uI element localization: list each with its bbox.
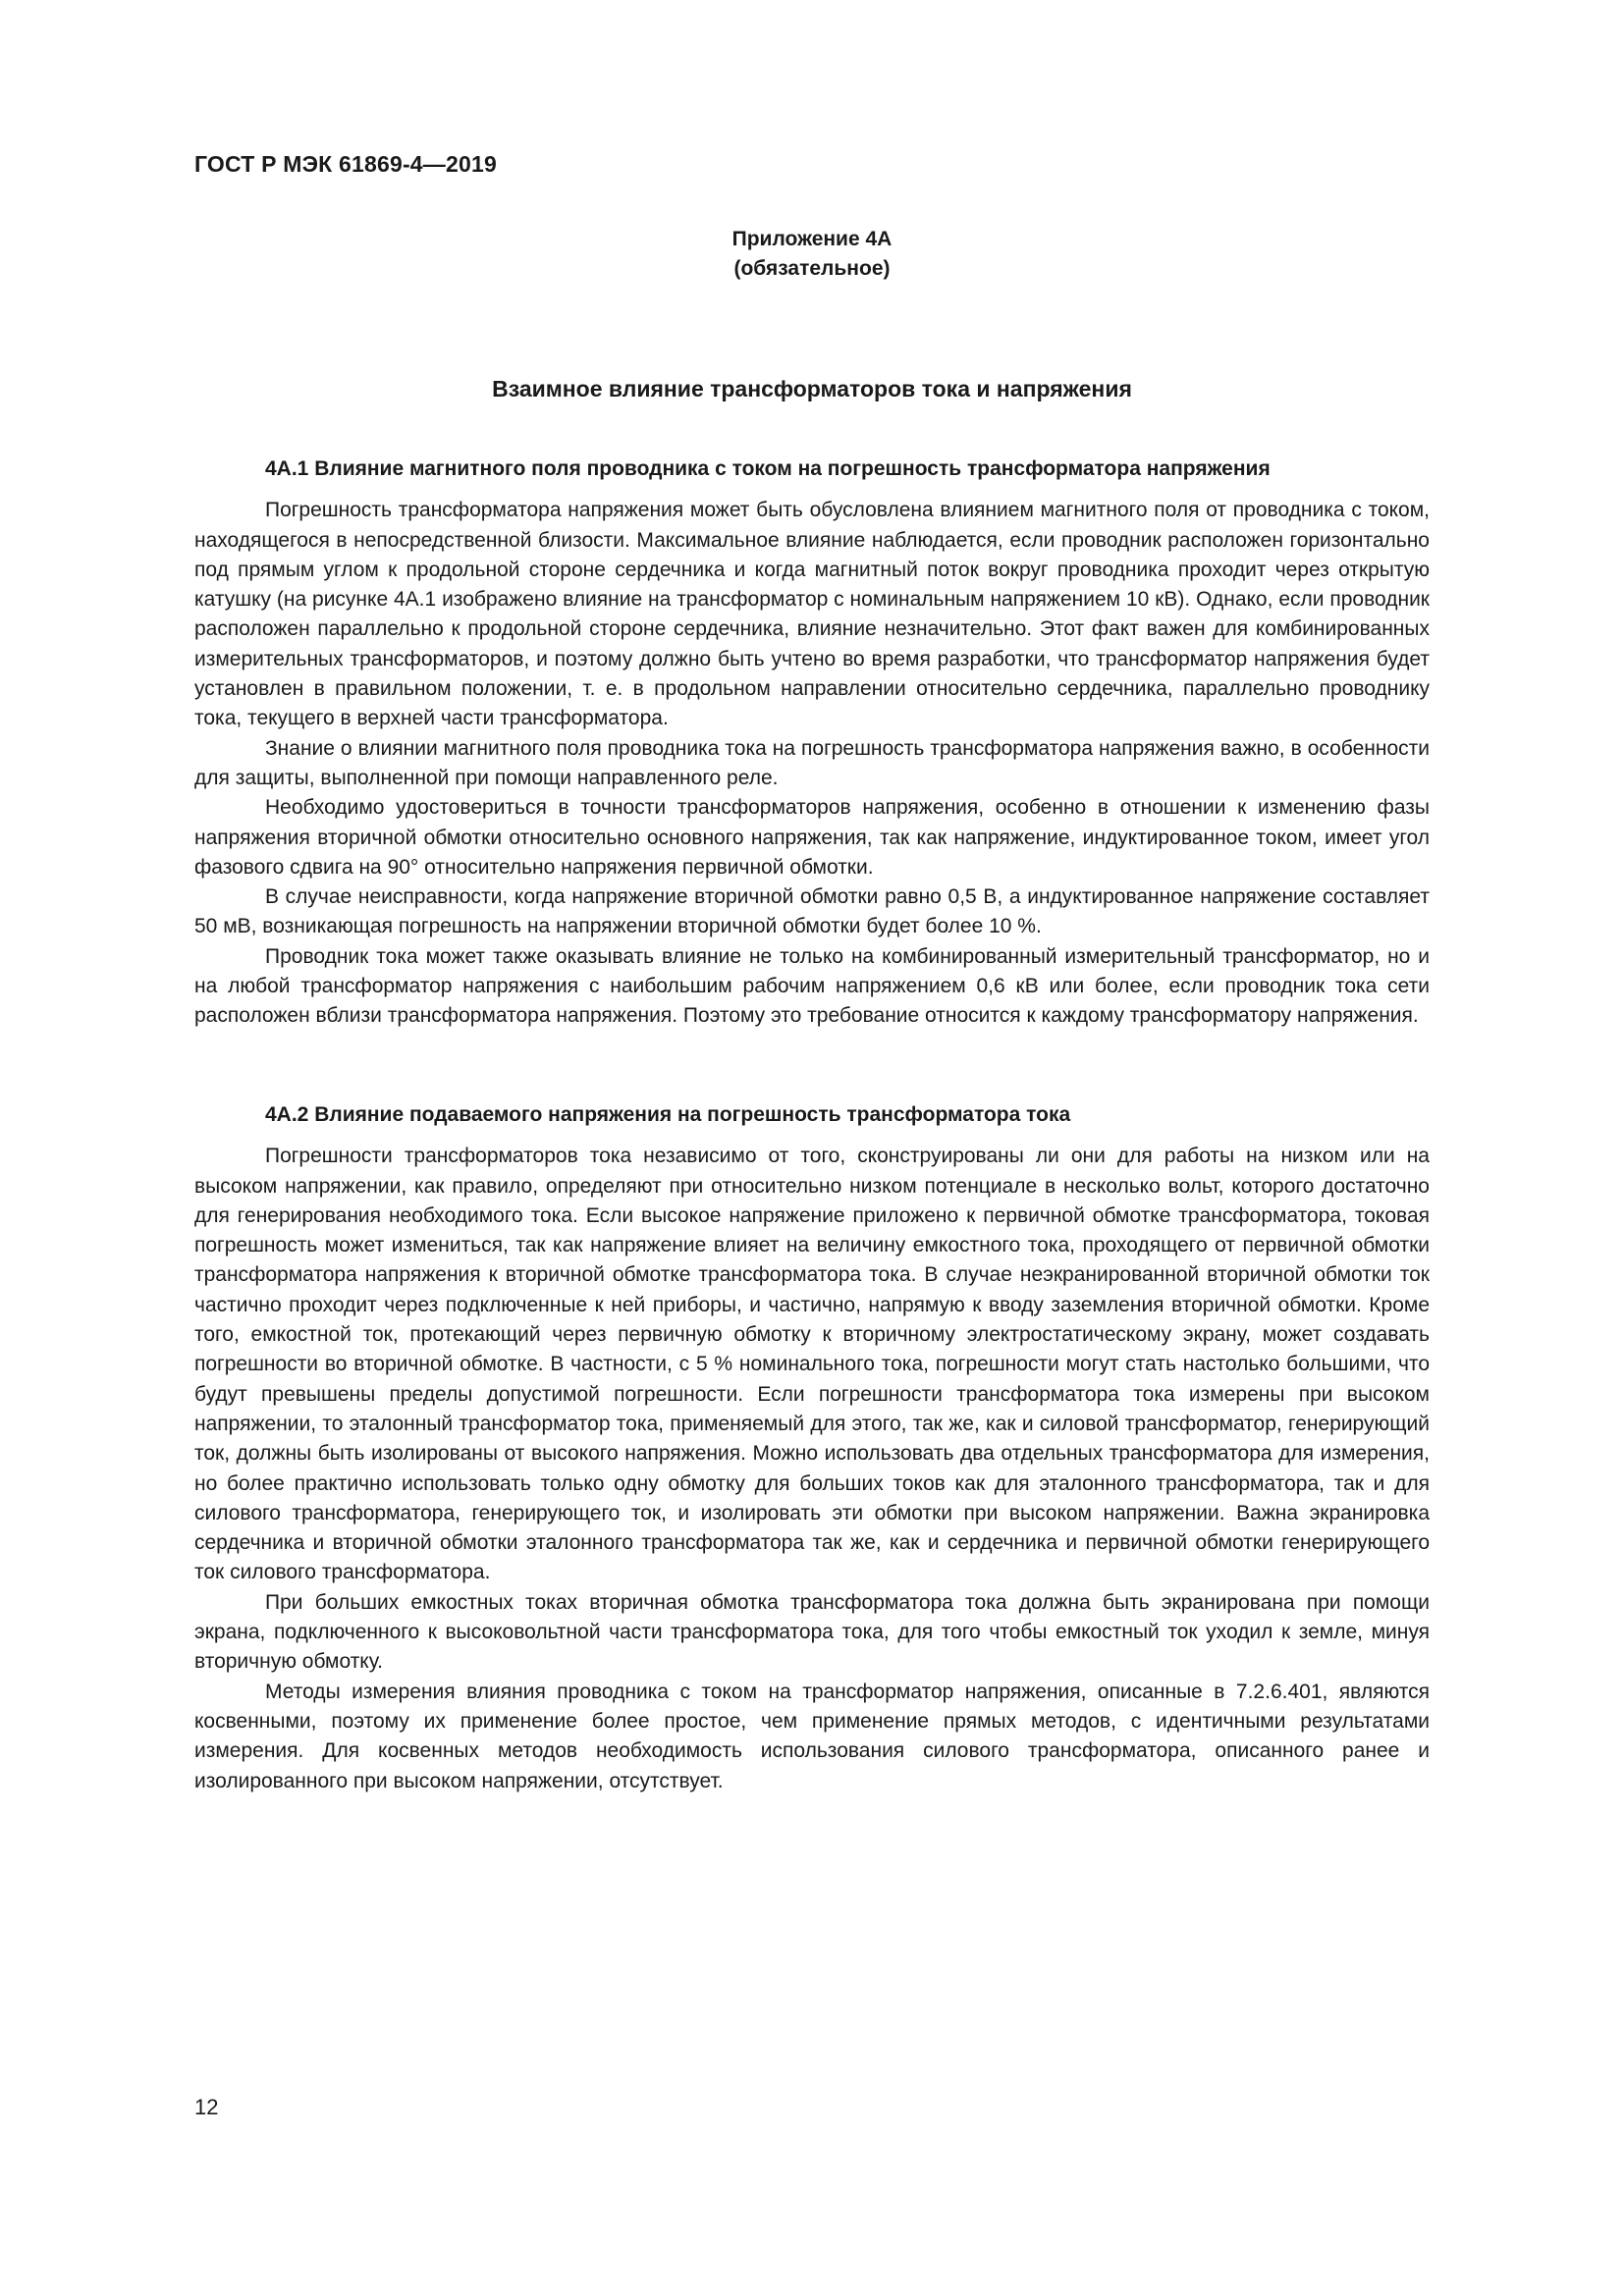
section-4a2: [194, 1100, 1430, 1796]
page-number: 12: [194, 2095, 219, 2119]
paragraph: В случае неисправности, когда напряжение вторичной обмотки равно 0,5 В, а индуктированное напряжение составляет 50 мВ, возникающая погрешность на напряжении вторичной обмотки будет более 10 %.: [194, 885, 1430, 938]
paragraph: Проводник тока может также оказывать влияние не только на комбинированный измерительный трансформатор, но и на любой трансформатор напряжения с наибольшим рабочим напряжением 0,6 кВ или более, если проводник тока сети расположен вблизи трансформатора напряжения. Поэтому это требование относится к каждому трансформатору напряжения.: [194, 944, 1430, 1028]
section-heading: 4А.2 Влияние подаваемого напряжения на погрешность трансформатора тока: [265, 1103, 1071, 1126]
paragraph: При больших емкостных токах вторичная обмотка трансформатора тока должна быть экранирована при помощи экрана, подключенного к высоковольтной части трансформатора тока, для того чтобы емкостный ток уходил к земле, минуя вторичную обмотку.: [194, 1590, 1430, 1674]
section-4a1: [194, 454, 1430, 1032]
standard-code: ГОСТ Р МЭК 61869-4—2019: [194, 151, 497, 177]
paragraph: Необходимо удостовериться в точности трансформаторов напряжения, особенно в отношении к изменению фазы напряжения вторичной обмотки относительно основного напряжения, так как напряжение, индуктированное током, имеет угол фазового сдвига на 90° относительно напряжения первичной обмотки.: [194, 796, 1430, 879]
section-heading: 4А.1 Влияние магнитного поля проводника с током на погрешность трансформатора напряжения: [265, 457, 1271, 480]
paragraph: Знание о влиянии магнитного поля проводника тока на погрешность трансформатора напряжения важно, в особенности для защиты, выполненной при помощи направленного реле.: [194, 736, 1430, 789]
paragraph: Погрешность трансформатора напряжения может быть обусловлена влиянием магнитного поля от проводника с током, находящегося в непосредственной близости. Максимальное влияние наблюдается, если проводник расположен горизонтально под прямым углом к продольной стороне сердечника и когда магнитный поток вокруг проводника проходит через открытую катушку (на рисунке 4А.1 изображено влияние на трансформатор с номинальным напряжением 10 кВ). Однако, если проводник расположен параллельно к продольной стороне сердечника, влияние незначительно. Этот факт важен для комбинированных измерительных трансформаторов, и поэтому должно быть учтено во время разработки, что трансформатор напряжения будет установлен в правильном положении, т. е. в продольном направлении относительно сердечника, параллельно проводнику тока, текущего в верхней части трансформатора.: [194, 499, 1430, 730]
paragraph: Методы измерения влияния проводника с током на трансформатор напряжения, описанные в 7.2.6.401, являются косвенными, поэтому их применение более простое, чем применение прямых методов, с идентичными результатами измерения. Для косвенных методов необходимость использования силового трансформатора, описанного ранее и изолированного при высоком напряжении, отсутствует.: [194, 1680, 1430, 1792]
appendix-title: Приложение 4А: [731, 228, 893, 250]
document-title: Взаимное влияние трансформаторов тока и напряжения: [492, 376, 1132, 401]
paragraph: Погрешности трансформаторов тока независимо от того, сконструированы ли они для работы на низком или на высоком напряжении, как правило, определяют при относительно низком потенциале в несколько вольт, которого достаточно для генерирования необходимого тока. Если высокое напряжение приложено к первичной обмотке трансформатора, токовая погрешность может измениться, так как напряжение влияет на величину емкостного тока, проходящего от первичной обмотки трансформатора напряжения к вторичной обмотке трансформатора тока. В случае неэкранированной вторичной обмотки ток частично проходит через подключенные к ней приборы, и частично, напрямую к вводу заземления вторичной обмотки. Кроме того, емкостной ток, протекающий через первичную обмотку к вторичному электростатическому экрану, может создавать погрешности во вторичной обмотке. В частности, с 5 % номинального тока, погрешности могут стать настолько большими, что будут превышены пределы допустимой погрешности. Если погрешности трансформатора тока измерены при высоком напряжении, то эталонный трансформатор тока, применяемый для этого, так же, как и силовой трансформатор, генерирующий ток, должны быть изолированы от высокого напряжения. Можно использовать два отдельных трансформатора для измерения, но более практично использовать только одну обмотку для больших токов как для эталонного трансформатора, так и для силового трансформатора, генерирующего ток, и изолировать эти обмотки при высоком напряжении. Важна экранировка сердечника и вторичной обмотки эталонного трансформатора так же, как и сердечника и первичной обмотки генерирующего ток силового трансформатора.: [194, 1145, 1430, 1584]
appendix-status: (обязательное): [733, 257, 891, 280]
